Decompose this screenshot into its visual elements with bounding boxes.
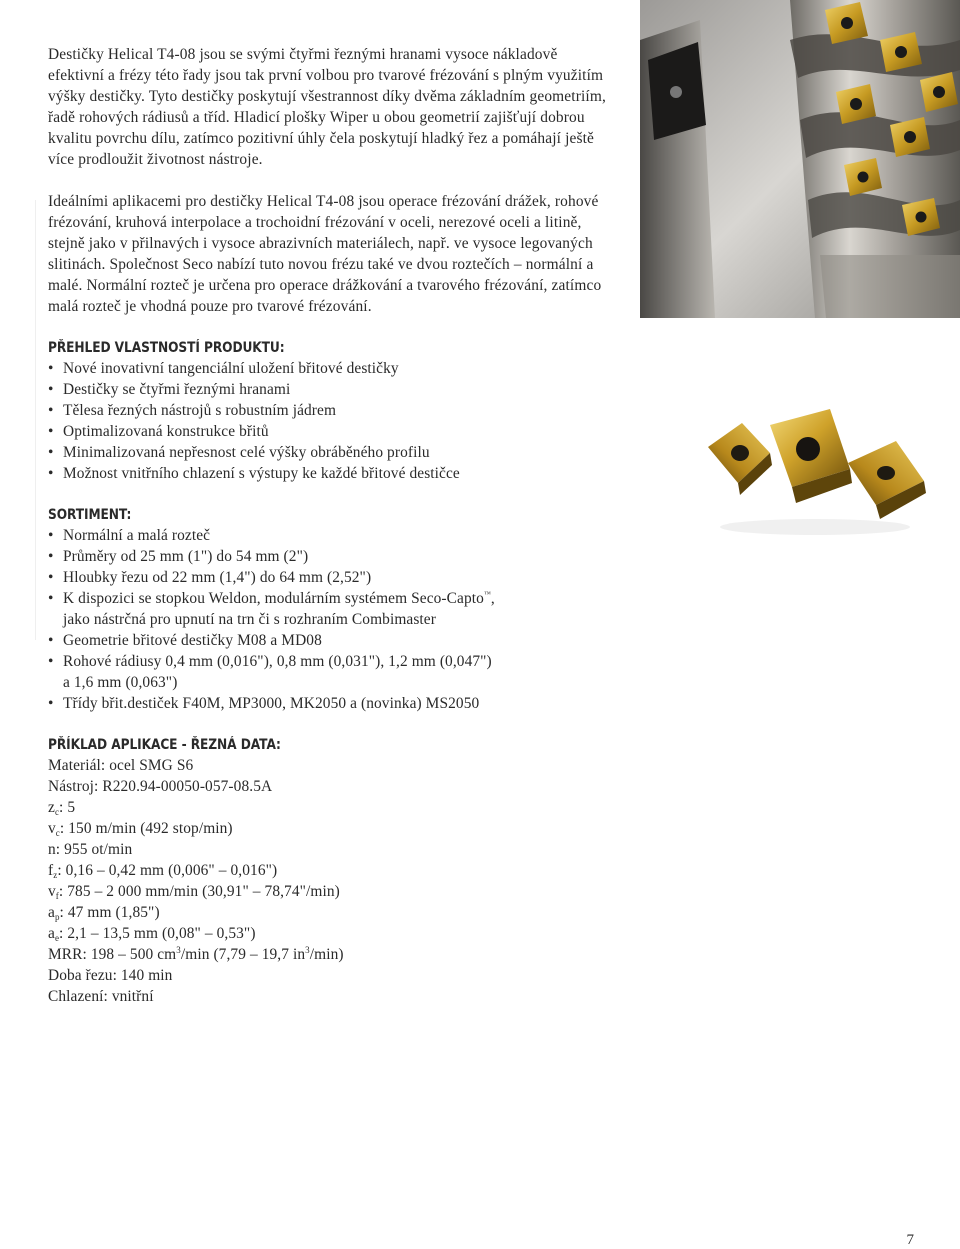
list-item: • Nové inovativní tangenciální uložení břitové destičky xyxy=(48,360,399,377)
list-item: • Normální a malá rozteč xyxy=(48,527,211,544)
range-section xyxy=(48,505,608,714)
example-section xyxy=(48,735,608,1007)
bullet-icon: • xyxy=(48,381,54,398)
vc-line: $v_c$: 150 m/min (492 stop/min) xyxy=(48,820,233,838)
range-list xyxy=(48,525,608,714)
ae-line: $a_e$: 2,1 – 13,5 mm (0,08" – 0,53") xyxy=(48,925,256,943)
time-line: Doba řezu: 140 min xyxy=(48,967,173,984)
bullet-icon: • xyxy=(48,590,54,607)
bullet-icon: • xyxy=(48,402,54,419)
features-section xyxy=(48,338,608,484)
mrr-line: MRR: 198 – 500 $cm^3/\min$ (7,79 – 19,7 $in^3/\min$) xyxy=(48,945,344,963)
bullet-icon: • xyxy=(48,653,54,670)
milling-cutter-photo xyxy=(640,0,960,318)
cooling-line: Chlazení: vnitřní xyxy=(48,988,154,1005)
bullet-icon: • xyxy=(48,569,54,586)
list-item: • Optimalizovaná konstrukce břitů xyxy=(48,423,269,440)
trademark-mark: ™ xyxy=(483,590,491,598)
ap-line: $a_p$: 47 mm (1,85") xyxy=(48,904,160,922)
list-item: • Tělesa řezných nástrojů s robustním jádrem xyxy=(48,402,337,419)
list-item: • K dispozici se stopkou Weldon, modulárním systémem Seco-Capto™, jako nástrčná pro upnutí na trn či s rozhraním Combimaster xyxy=(48,590,495,628)
range-heading: SORTIMENT: xyxy=(48,507,132,523)
margin-rule xyxy=(35,200,36,640)
bullet-icon: • xyxy=(48,695,54,712)
fz-line: $f_z$: 0,16 – 0,42 mm (0,006" – 0,016") xyxy=(48,862,278,880)
intro-paragraph-1: Destičky Helical T4-08 jsou se svými čtyřmi řeznými hranami vysoce nákladově efektivní a frézy této řady jsou tak první volbou pro tvarové frézování s plným využitím výšky destičky. Tyto destičky poskytují všestrannost díky dvěma základním geometriím, řadě rohových rádiusů a tříd. Hladicí plošky Wiper u obou geometrií zajišťují dobrou kvalitu povrchu dílu, zatímco pozitivní úhly čela poskytují hladký řez a pomáhají ještě více prodloužit životnost nástroje. xyxy=(48,46,606,168)
bullet-icon: • xyxy=(48,527,54,544)
list-item: • Průměry od 25 mm (1") do 54 mm (2") xyxy=(48,548,309,565)
bullet-icon: • xyxy=(48,360,54,377)
list-item: • Možnost vnitřního chlazení s výstupy ke každé břitové destičce xyxy=(48,465,460,482)
bullet-icon: • xyxy=(48,423,54,440)
list-item: • Rohové rádiusy 0,4 mm (0,016"), 0,8 mm (0,031"), 1,2 mm (0,047") a 1,6 mm (0,063") xyxy=(48,653,492,691)
tool-line: Nástroj: R220.94-00050-057-08.5A xyxy=(48,778,273,795)
intro-paragraph-2: Ideálními aplikacemi pro destičky Helical T4-08 jsou operace frézování drážek, rohové frézování, kruhová interpolace a trochoidní frézování v oceli, nerezové oceli a litině, stejně jako v přilnavých i vysoce abrazivních materiálech, např. ve vysoce legovaných slitinách. Společnost Seco nabízí tuto novou frézu také ve dvou roztečích – normální a malé. Normální rozteč je určena pro operace drážkování a tvarového frézování, zatímco malá rozteč je vhodná pouze pro tvarové frézování. xyxy=(48,193,602,315)
list-item: • Destičky se čtyřmi řeznými hranami xyxy=(48,381,291,398)
example-heading: PŘÍKLAD APLIKACE - ŘEZNÁ DATA: xyxy=(48,737,281,753)
bullet-icon: • xyxy=(48,444,54,461)
material-line: Materiál: ocel SMG S6 xyxy=(48,757,194,774)
cutting-data xyxy=(48,755,608,1007)
main-content xyxy=(48,44,608,1007)
bullet-icon: • xyxy=(48,548,54,565)
features-list xyxy=(48,358,608,484)
page-number: 7 xyxy=(906,1232,914,1248)
list-item: • Minimalizovaná nepřesnost celé výšky obráběného profilu xyxy=(48,444,430,461)
bullet-icon: • xyxy=(48,632,54,649)
list-item: • Třídy břit.destiček F40M, MP3000, MK2050 a (novinka) MS2050 xyxy=(48,695,480,712)
inserts-photo xyxy=(700,395,930,545)
zc-line: $z_c$: 5 xyxy=(48,799,76,817)
list-item: • Geometrie břitové destičky M08 a MD08 xyxy=(48,632,322,649)
features-heading: PŘEHLED VLASTNOSTÍ PRODUKTU: xyxy=(48,340,285,356)
list-item: • Hloubky řezu od 22 mm (1,4") do 64 mm (2,52") xyxy=(48,569,372,586)
n-line: n: 955 ot/min xyxy=(48,841,133,858)
bullet-icon: • xyxy=(48,465,54,482)
vf-line: $v_f$: 785 – 2 000 mm/min (30,91" – 78,74"/min) xyxy=(48,883,340,901)
